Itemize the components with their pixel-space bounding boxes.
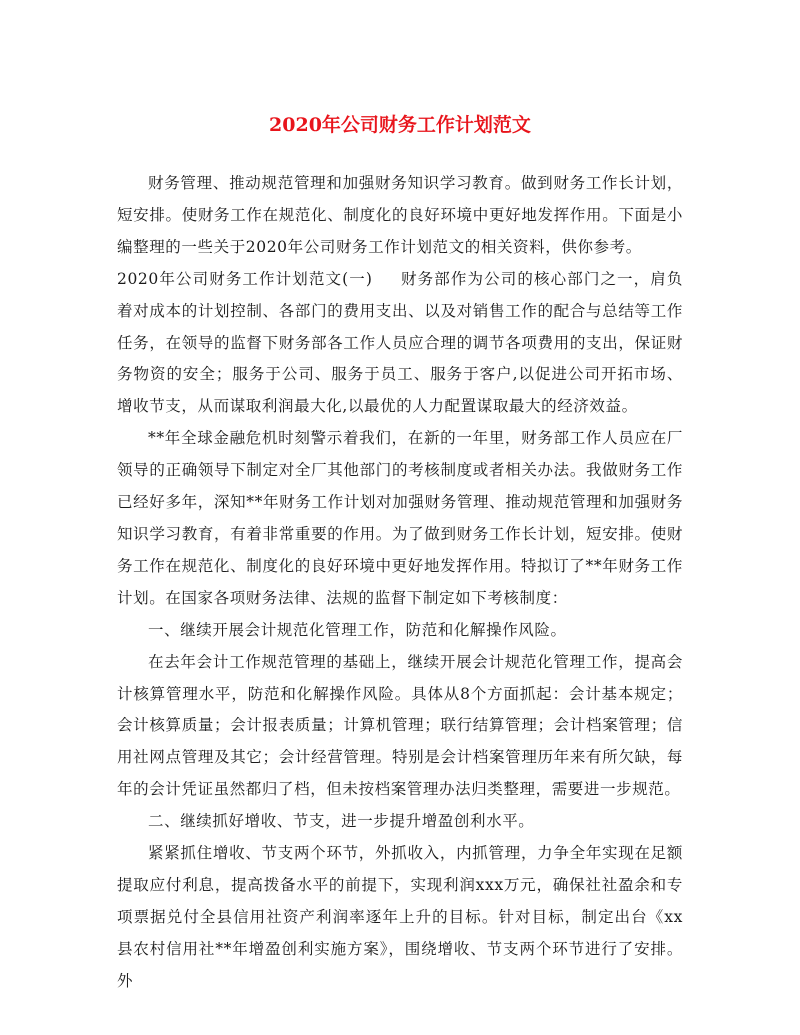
document-title: 2020年公司财务工作计划范文 xyxy=(269,114,531,136)
paragraph-point-one-heading: 一、继续开展会计规范化管理工作，防范和化解操作风险。 xyxy=(148,620,567,639)
paragraph-point-one-body: 在去年会计工作规范管理的基础上，继续开展会计规范化管理工作，提高会计核算管理水平，防范和化解操作风险。具体从8个方面抓起：会计基本规定；会计核算质量；会计报表质量；计算机管理；联行结算管理；会计档案管理；信用社网点管理及其它；会计经营管理。特别是会计档案管理历年来有所欠缺，每年的会计凭证虽然都归了档，但未按档案管理办法归类整理，需要进一步规范。 xyxy=(117,652,683,799)
section-heading: 2020年公司财务工作计划范文(一) xyxy=(117,269,373,288)
document-body xyxy=(117,168,683,998)
paragraph-point-two-heading: 二、继续抓好增收、节支，进一步提升增盈创利水平。 xyxy=(148,812,535,831)
section-text: 财务部作为公司的核心部门之一，肩负着对成本的计划控制、各部门的费用支出、以及对销售工作的配合与总结等工作任务，在领导的监督下财务部各工作人员应合理的调节各项费用的支出，保证财务物资的安全；服务于公司、服务于员工、服务于客户,以促进公司开拓市场、增收节支，从而谋取利润最大化,以最优的人力配置谋取最大的经济效益。 xyxy=(117,269,683,416)
paragraph-intro: 财务管理、推动规范管理和加强财务知识学习教育。做到财务工作长计划，短安排。使财务工作在规范化、制度化的良好环境中更好地发挥作用。下面是小编整理的一些关于2020年公司财务工作计划范文的相关资料，供你参考。 xyxy=(117,174,683,256)
paragraph-crisis: **年全球金融危机时刻警示着我们，在新的一年里，财务部工作人员应在厂领导的正确领导下制定对全厂其他部门的考核制度或者相关办法。我做财务工作已经好多年，深知**年财务工作计划对加强财务管理、推动规范管理和加强财务知识学习教育，有着非常重要的作用。为了做到财务工作长计划，短安排。使财务工作在规范化、制度化的良好环境中更好地发挥作用。特拟订了**年财务工作计划。在国家各项财务法律、法规的监督下制定如下考核制度： xyxy=(117,429,683,607)
paragraph-point-two-body: 紧紧抓住增收、节支两个环节，外抓收入，内抓管理，力争全年实现在足额提取应付利息，提高拨备水平的前提下，实现利润xxx万元，确保社社盈余和专项票据兑付全县信用社资产利润率逐年上升的目标。针对目标，制定出台《xx县农村信用社**年增盈创利实施方案》，围绕增收、节支两个环节进行了安排。外 xyxy=(117,844,683,990)
paragraph-section-one xyxy=(117,264,683,424)
